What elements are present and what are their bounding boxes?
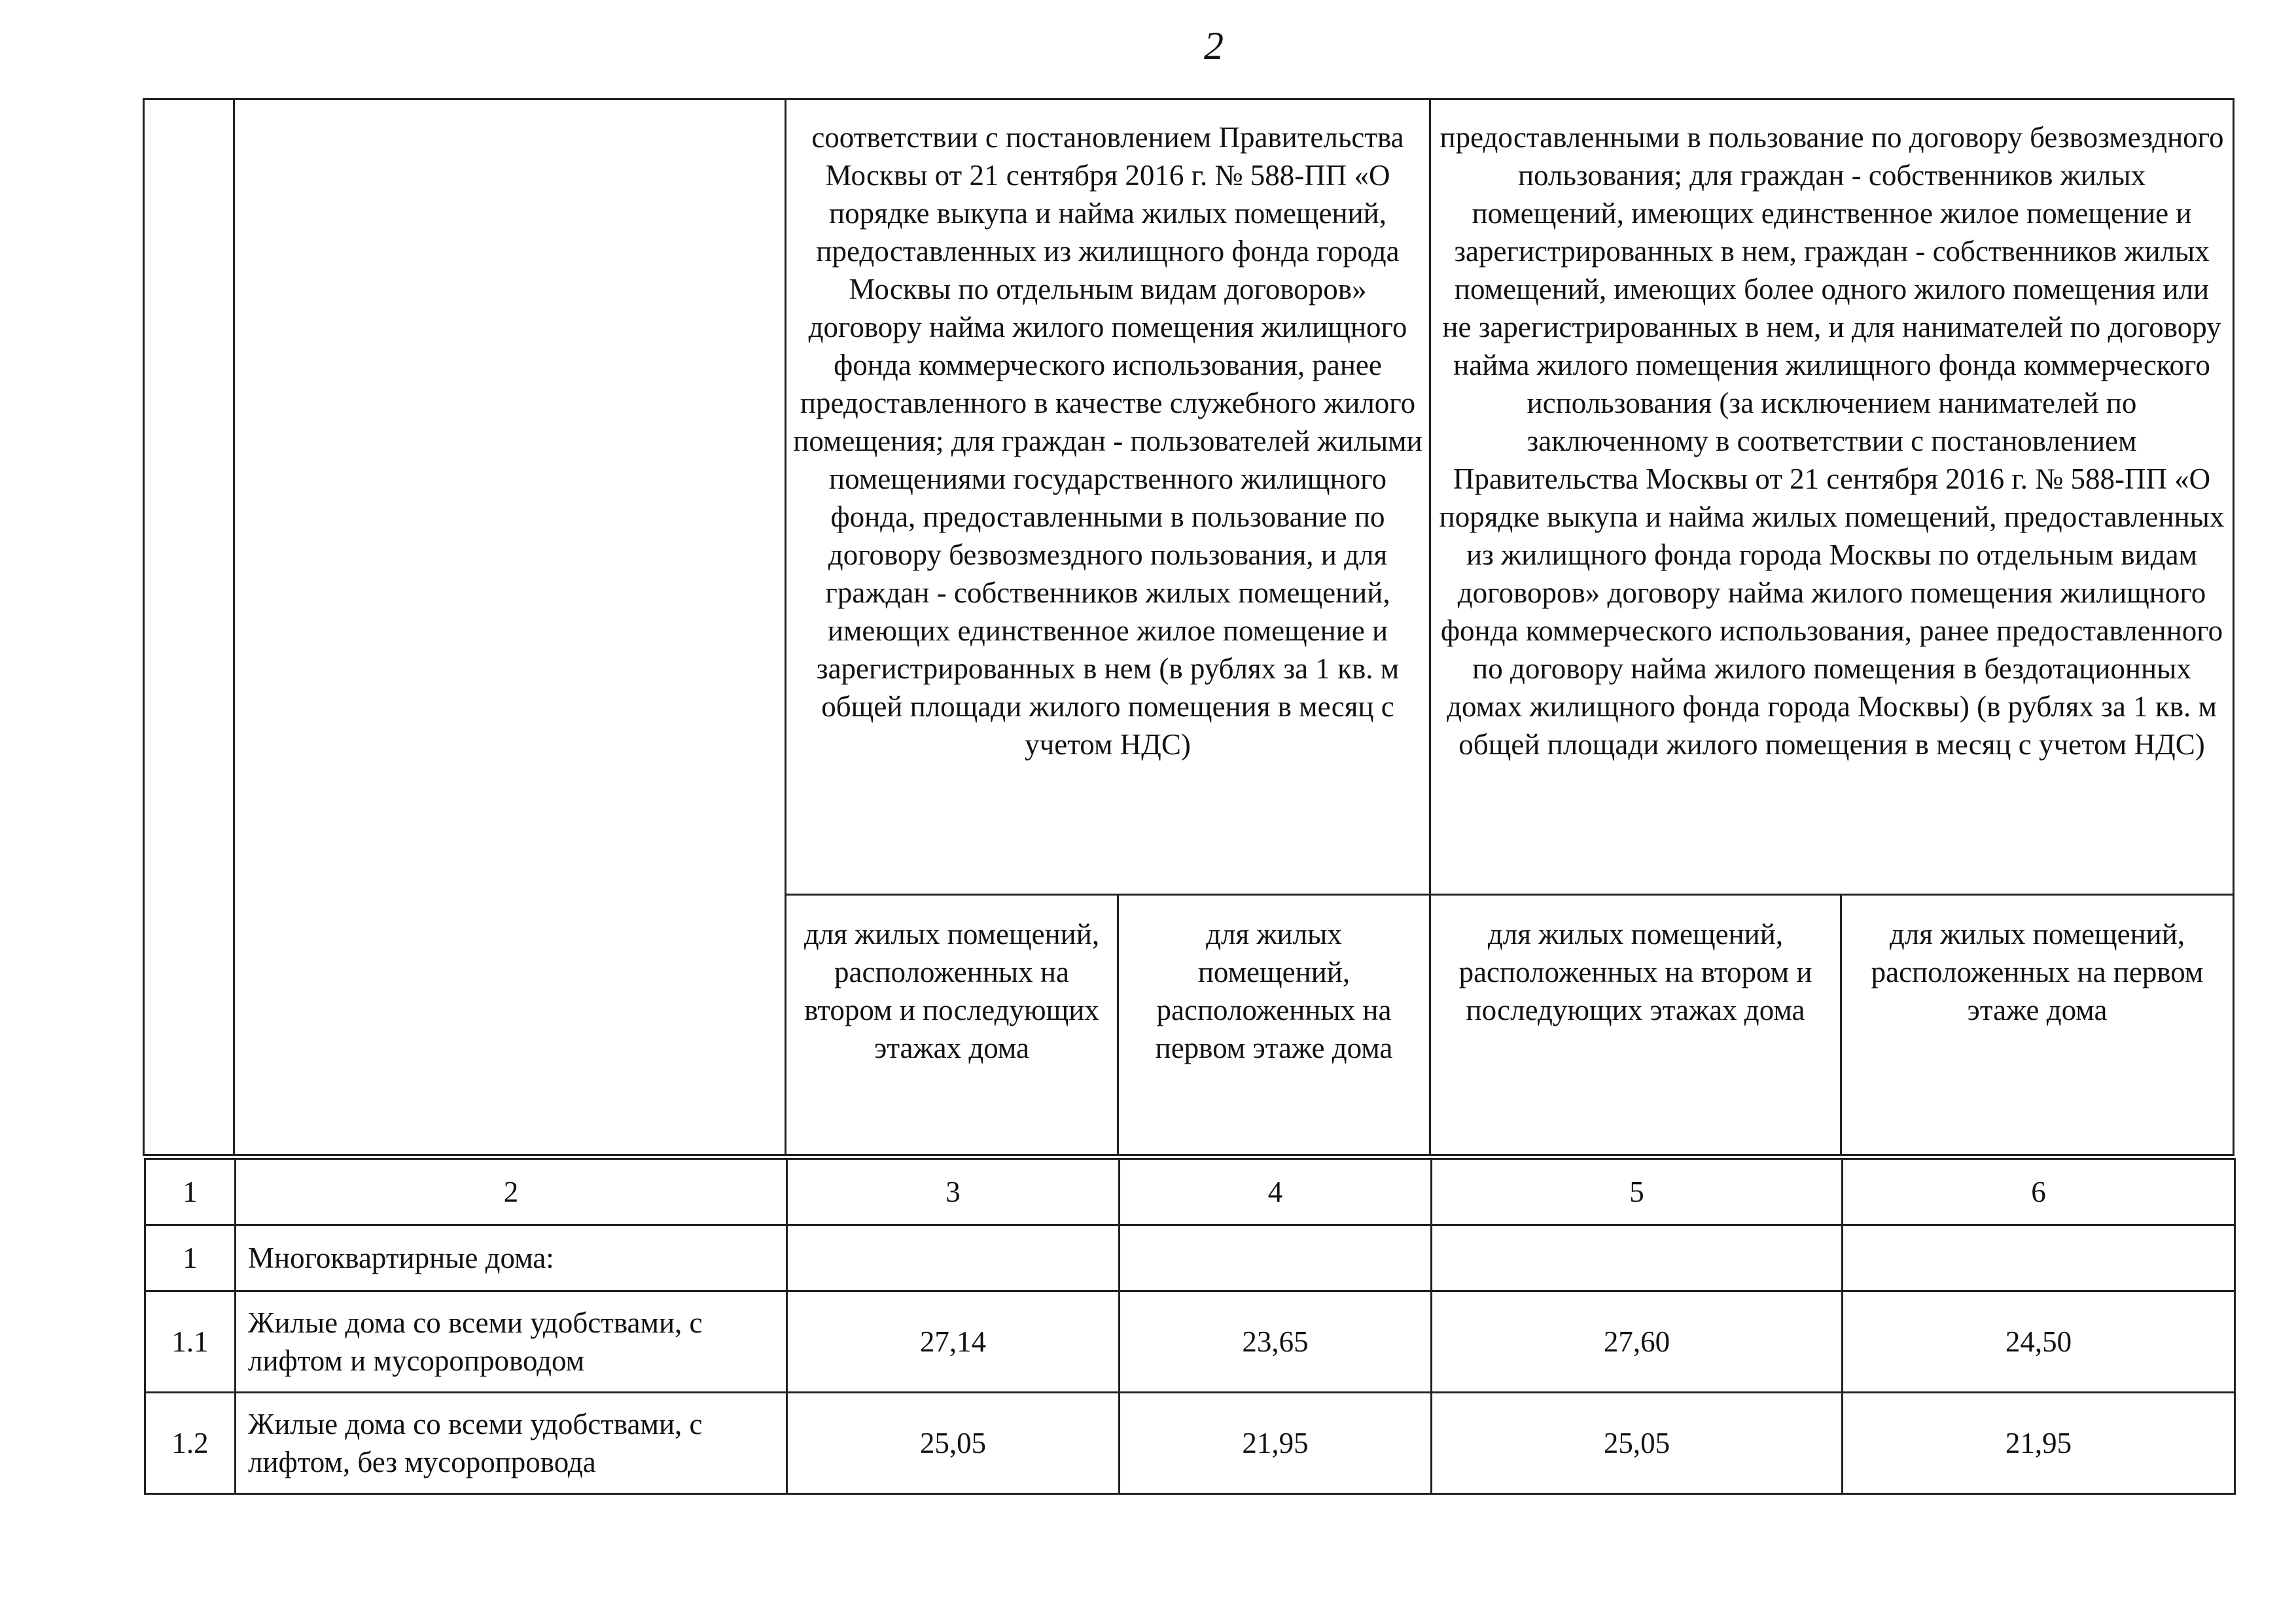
row-number: 1.1 bbox=[145, 1291, 236, 1393]
row-number: 1.2 bbox=[145, 1393, 236, 1494]
empty-cell bbox=[787, 1225, 1120, 1291]
rate-value: 27,60 bbox=[1432, 1291, 1843, 1393]
rate-value: 24,50 bbox=[1843, 1291, 2235, 1393]
empty-cell bbox=[1843, 1225, 2235, 1291]
header-table bbox=[143, 98, 2234, 1156]
row-label: Жилые дома со всеми удобствами, с лифтом, без мусоропровода bbox=[236, 1393, 787, 1494]
empty-cell bbox=[1120, 1225, 1432, 1291]
table-row bbox=[145, 1393, 2235, 1494]
empty-cell bbox=[1432, 1225, 1843, 1291]
section-label: Многоквартирные дома: bbox=[236, 1225, 787, 1291]
rate-value: 21,95 bbox=[1843, 1393, 2235, 1494]
table-row bbox=[145, 1291, 2235, 1393]
column-number: 6 bbox=[1843, 1159, 2235, 1225]
subheader-col3: для жилых помещений, расположенных на втором и последующих этажах дома bbox=[786, 895, 1118, 1155]
column-number-row bbox=[145, 1159, 2235, 1225]
subheader-col5: для жилых помещений, расположенных на втором и последующих этажах дома bbox=[1430, 895, 1841, 1155]
column-number: 3 bbox=[787, 1159, 1120, 1225]
header-empty-col1 bbox=[144, 99, 234, 1155]
rate-value: 27,14 bbox=[787, 1291, 1120, 1393]
header-empty-col2 bbox=[234, 99, 786, 1155]
page-number: 2 bbox=[1204, 24, 1224, 67]
section-row bbox=[145, 1225, 2235, 1291]
row-label: Жилые дома со всеми удобствами, с лифтом и мусоропроводом bbox=[236, 1291, 787, 1393]
rate-value: 25,05 bbox=[787, 1393, 1120, 1494]
column-number: 2 bbox=[236, 1159, 787, 1225]
subheader-col6: для жилых помещений, расположенных на первом этаже дома bbox=[1841, 895, 2234, 1155]
rates-table bbox=[144, 1158, 2236, 1495]
column-number: 5 bbox=[1432, 1159, 1843, 1225]
rate-value: 25,05 bbox=[1432, 1393, 1843, 1494]
column-number: 4 bbox=[1120, 1159, 1432, 1225]
subheader-col4: для жилых помещений, расположенных на первом этаже дома bbox=[1118, 895, 1430, 1155]
header-group2-title: предоставленными в пользование по договору безвозмездного пользования; для граждан - собственников жилых помещений, имеющих единственное жилое помещение и зарегистрированных в нем, граждан - собственников жилых помещений, имеющих более одного жилого помещения или не зарегистрированных в нем, и для нанимателей по договору найма жилого помещения жилищного фонда коммерческого использования (за исключением нанимателей по заключенному в соответствии с постановлением Правительства Москвы от 21 сентября 2016 г. № 588-ПП «О порядке выкупа и найма жилых помещений, предоставленных из жилищного фонда города Москвы по отдельным видам договоров» договору найма жилого помещения жилищного фонда коммерческого использования, ранее предоставленного по договору найма жилого помещения в бездотационных домах жилищного фонда города Москвы) (в рублях за 1 кв. м общей площади жилого помещения в месяц с учетом НДС) bbox=[1430, 99, 2234, 895]
header-group1-title: соответствии с постановлением Правительства Москвы от 21 сентября 2016 г. № 588-ПП «О порядке выкупа и найма жилых помещений, предоставленных из жилищного фонда города Москвы по отдельным видам договоров» договору найма жилого помещения жилищного фонда коммерческого использования, ранее предоставленного в качестве служебного жилого помещения; для граждан - пользователей жилыми помещениями государственного жилищного фонда, предоставленными в пользование по договору безвозмездного пользования, и для граждан - собственников жилых помещений, имеющих единственное жилое помещение и зарегистрированных в нем (в рублях за 1 кв. м общей площади жилого помещения в месяц с учетом НДС) bbox=[786, 99, 1430, 895]
rate-value: 23,65 bbox=[1120, 1291, 1432, 1393]
column-number: 1 bbox=[145, 1159, 236, 1225]
section-number: 1 bbox=[145, 1225, 236, 1291]
rate-value: 21,95 bbox=[1120, 1393, 1432, 1494]
